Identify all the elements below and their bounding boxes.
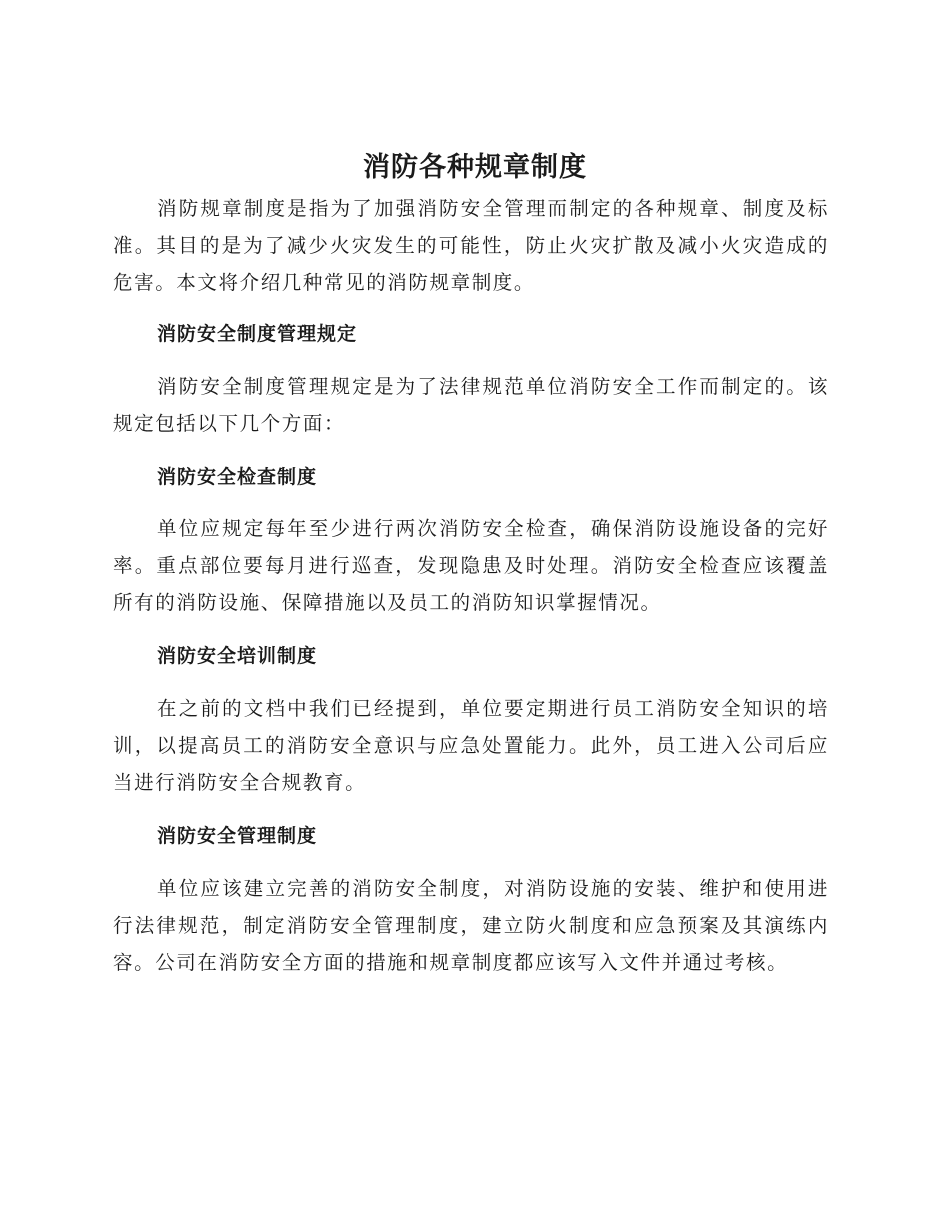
section-heading-management: 消防安全管理制度 [157,825,318,847]
section-heading-inspection: 消防安全检查制度 [157,466,318,488]
intro-paragraph: 消防规章制度是指为了加强消防安全管理而制定的各种规章、制度及标准。其目的是为了减少火灾发生的可能性，防止火灾扩散及减小火灾造成的危害。本文将介绍几种常见的消防规章制度。 [113,197,829,294]
section-body-fire-safety-regulations: 消防安全制度管理规定是为了法律规范单位消防安全工作而制定的。该规定包括以下几个方面： [113,375,829,435]
section-body-management: 单位应该建立完善的消防安全制度，对消防设施的安装、维护和使用进行法律规范，制定消防安全管理制度，建立防火制度和应急预案及其演练内容。公司在消防安全方面的措施和规章制度都应该写入文件并通过考核。 [113,877,829,974]
section-body-inspection: 单位应规定每年至少进行两次消防安全检查，确保消防设施设备的完好率。重点部位要每月进行巡查，发现隐患及时处理。消防安全检查应该覆盖所有的消防设施、保障措施以及员工的消防知识掌握情况。 [113,517,829,614]
section-heading-training: 消防安全培训制度 [157,645,318,667]
section-heading-fire-safety-regulations: 消防安全制度管理规定 [157,323,358,345]
section-body-training: 在之前的文档中我们已经提到，单位要定期进行员工消防安全知识的培训，以提高员工的消防安全意识与应急处置能力。此外，员工进入公司后应当进行消防安全合规教育。 [113,697,829,794]
document-title: 消防各种规章制度 [363,152,587,183]
